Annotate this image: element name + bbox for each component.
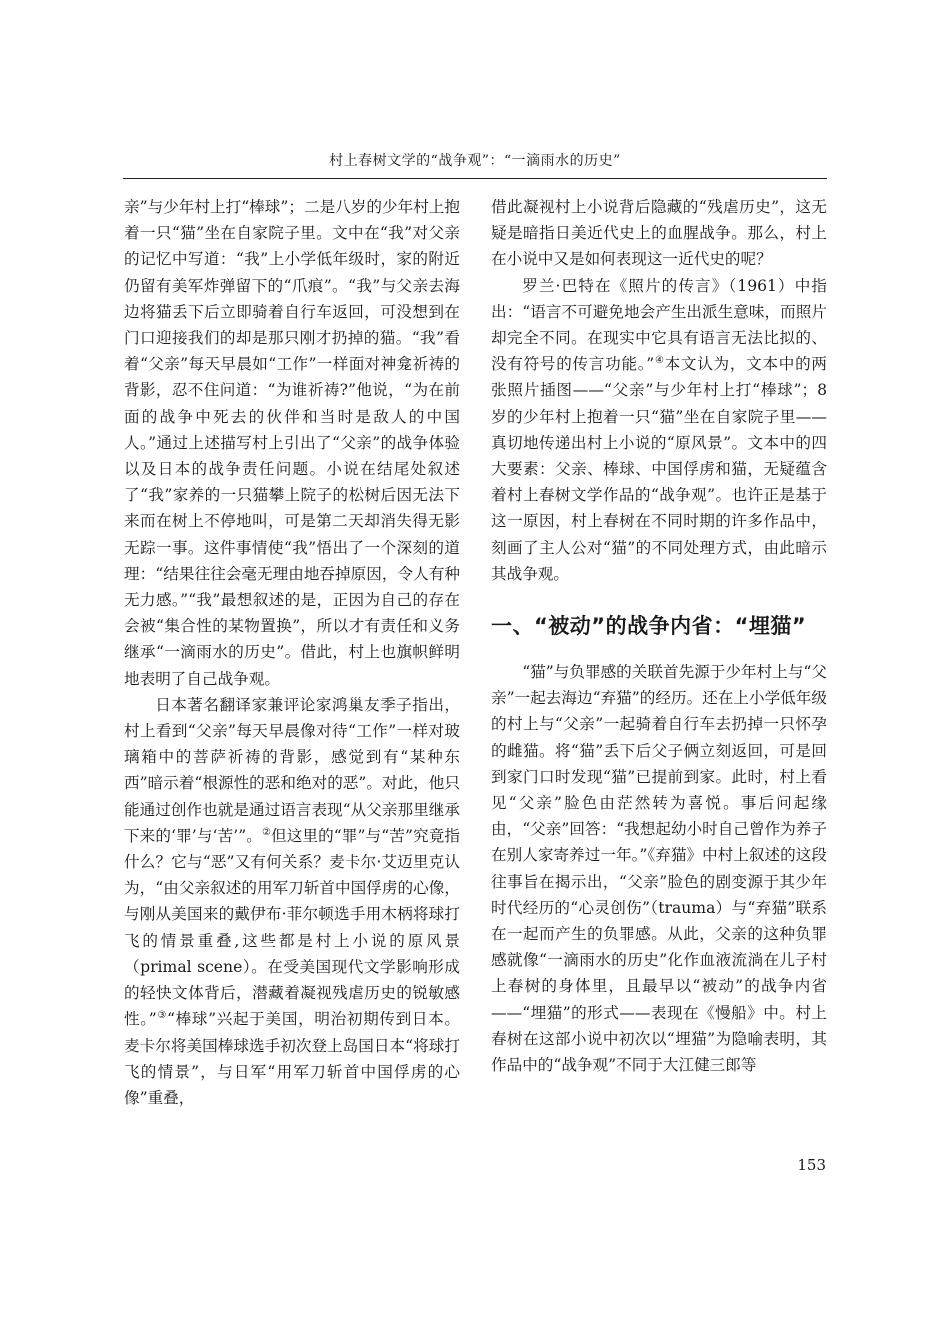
footnote-ref-2: ② <box>261 826 272 838</box>
left-paragraph-2 <box>124 692 460 1111</box>
right-column <box>491 194 827 1078</box>
running-head: 村上春树文学的“战争观”：“一滴雨水的历史” <box>329 153 621 169</box>
left-paragraph-2-part-b: 但这里的“罪”与“苦”究竟指什么？它与“恶”又有何关系？麦卡尔·艾迈里克认为，“由父亲叙述的用军刀斩首中国俘虏的心像，与刚从美国来的戴伊布·菲尔顿选手用木柄将球打飞的情景重叠,这些都是村上小说的原风景（primal scene）。在受美国现代文学影响形成的轻快文体背后，潜藏着凝视残虐历史的锐敏感性。” <box>124 826 461 1029</box>
right-paragraph-2 <box>491 273 827 587</box>
left-paragraph-2-part-c: “棒球”兴起于美国，明治初期传到日本。麦卡尔将美国棒球选手初次登上岛国日本“将球打飞的情景”，与日军“用军刀斩首中国俘虏的心像”重叠， <box>124 1010 460 1107</box>
left-paragraph-2-part-a: 日本著名翻译家兼评论家鸿巢友季子指出，村上看到“父亲”每天早晨像对待“工作”一样对玻璃箱中的菩萨祈祷的背影，感觉到有“某种东西”暗示着“根源性的恶和绝对的恶”。对此，他只能通过创作也就是通过语言表现“从父亲那里继承下来的‘罪’与‘苦’”。 <box>124 695 460 845</box>
header-rule <box>123 178 827 179</box>
footnote-ref-3: ③ <box>156 1010 167 1022</box>
right-paragraph-3: “猫”与负罪感的关联首先源于少年村上与“父亲”一起去海边“弃猫”的经历。还在上小学低年级的村上与“父亲”一起骑着自行车去扔掉一只怀孕的雌猫。将“猫”丢下后父子俩立刻返回，可是回到家门口时发现“猫”已提前到家。此时，村上看见“父亲”脸色由茫然转为喜悦。事后问起缘由，“父亲”回答：“我想起幼小时自己曾作为养子在别人家寄养过一年。”《弃猫》中村上叙述的这段往事旨在揭示出，“父亲”脸色的剧变源于其少年时代经历的“心灵创伤”（trauma）与“弃猫”联系在一起而产生的负罪感。从此，父亲的这种负罪感就像“一滴雨水的历史”化作血液流淌在儿子村上春树的身体里，且最早以“被动”的战争内省——“埋猫”的形式——表现在《慢船》中。村上春树在这部小说中初次以“埋猫”为隐喻表明，其作品中的“战争观”不同于大江健三郎等 <box>491 663 827 1075</box>
page-number: 153 <box>797 1156 826 1174</box>
left-paragraph-1: 亲”与少年村上打“棒球”；二是八岁的少年村上抱着一只“猫”坐在自家院子里。文中在“我”对父亲的记忆中写道：“我”上小学低年级时，家的附近仍留有美军炸弹留下的“爪痕”。“我”与父亲去海边将猫丢下后立即骑着自行车返回，可没想到在门口迎接我们的却是那只刚才扔掉的猫。“我”看着“父亲”每天早晨如“工作”一样面对神龛祈祷的背影，忍不住问道：“为谁祈祷?”他说，“为在前面的战争中死去的伙伴和当时是敌人的中国人。”通过上述描写村上引出了“父亲”的战争体验以及日本的战争责任问题。小说在结尾处叙述了“我”家养的一只猫攀上院子的松树后因无法下来而在树上不停地叫，可是第二天却消失得无影无踪一事。这件事情使“我”悟出了一个深刻的道理：“结果往往会毫无理由地吞掉原因，令人有种无力感。”“我”最想叙述的是，正因为自己的存在会被“集合性的某物置换”，所以才有责任和义务继承“一滴雨水的历史”。借此，村上也旗帜鲜明地表明了自己战争观。 <box>124 198 460 688</box>
section-heading: 一、“被动”的战争内省：“埋猫” <box>491 614 807 639</box>
right-paragraph-1: 借此凝视村上小说背后隐藏的“残虐历史”，这无疑是暗指日美近代史上的血腥战争。那么，村上在小说中又是如何表现这一近代史的呢？ <box>491 198 827 269</box>
footnote-ref-4: ④ <box>654 355 665 367</box>
right-paragraph-2-part-a: 罗兰·巴特在《照片的传言》（1961）中指出：“语言不可避免地会产生出派生意味，而照片却完全不同。在现实中它具有语言无法比拟的、没有符号的传言功能。” <box>491 276 827 374</box>
right-paragraph-2-part-b: 本文认为，文本中的两张照片插图——“父亲”与少年村上打“棒球”；8岁的少年村上抱着一只“猫”坐在自家院子里——真切地传递出村上小说的“原风景”。文本中的四大要素：父亲、棒球、中国俘虏和猫，无疑蕴含着村上春树文学作品的“战争观”。也许正是基于这一原因，村上春树在不同时期的许多作品中，刻画了主人公对“猫”的不同处理方式，由此暗示其战争观。 <box>491 355 827 583</box>
left-column <box>124 194 460 1111</box>
